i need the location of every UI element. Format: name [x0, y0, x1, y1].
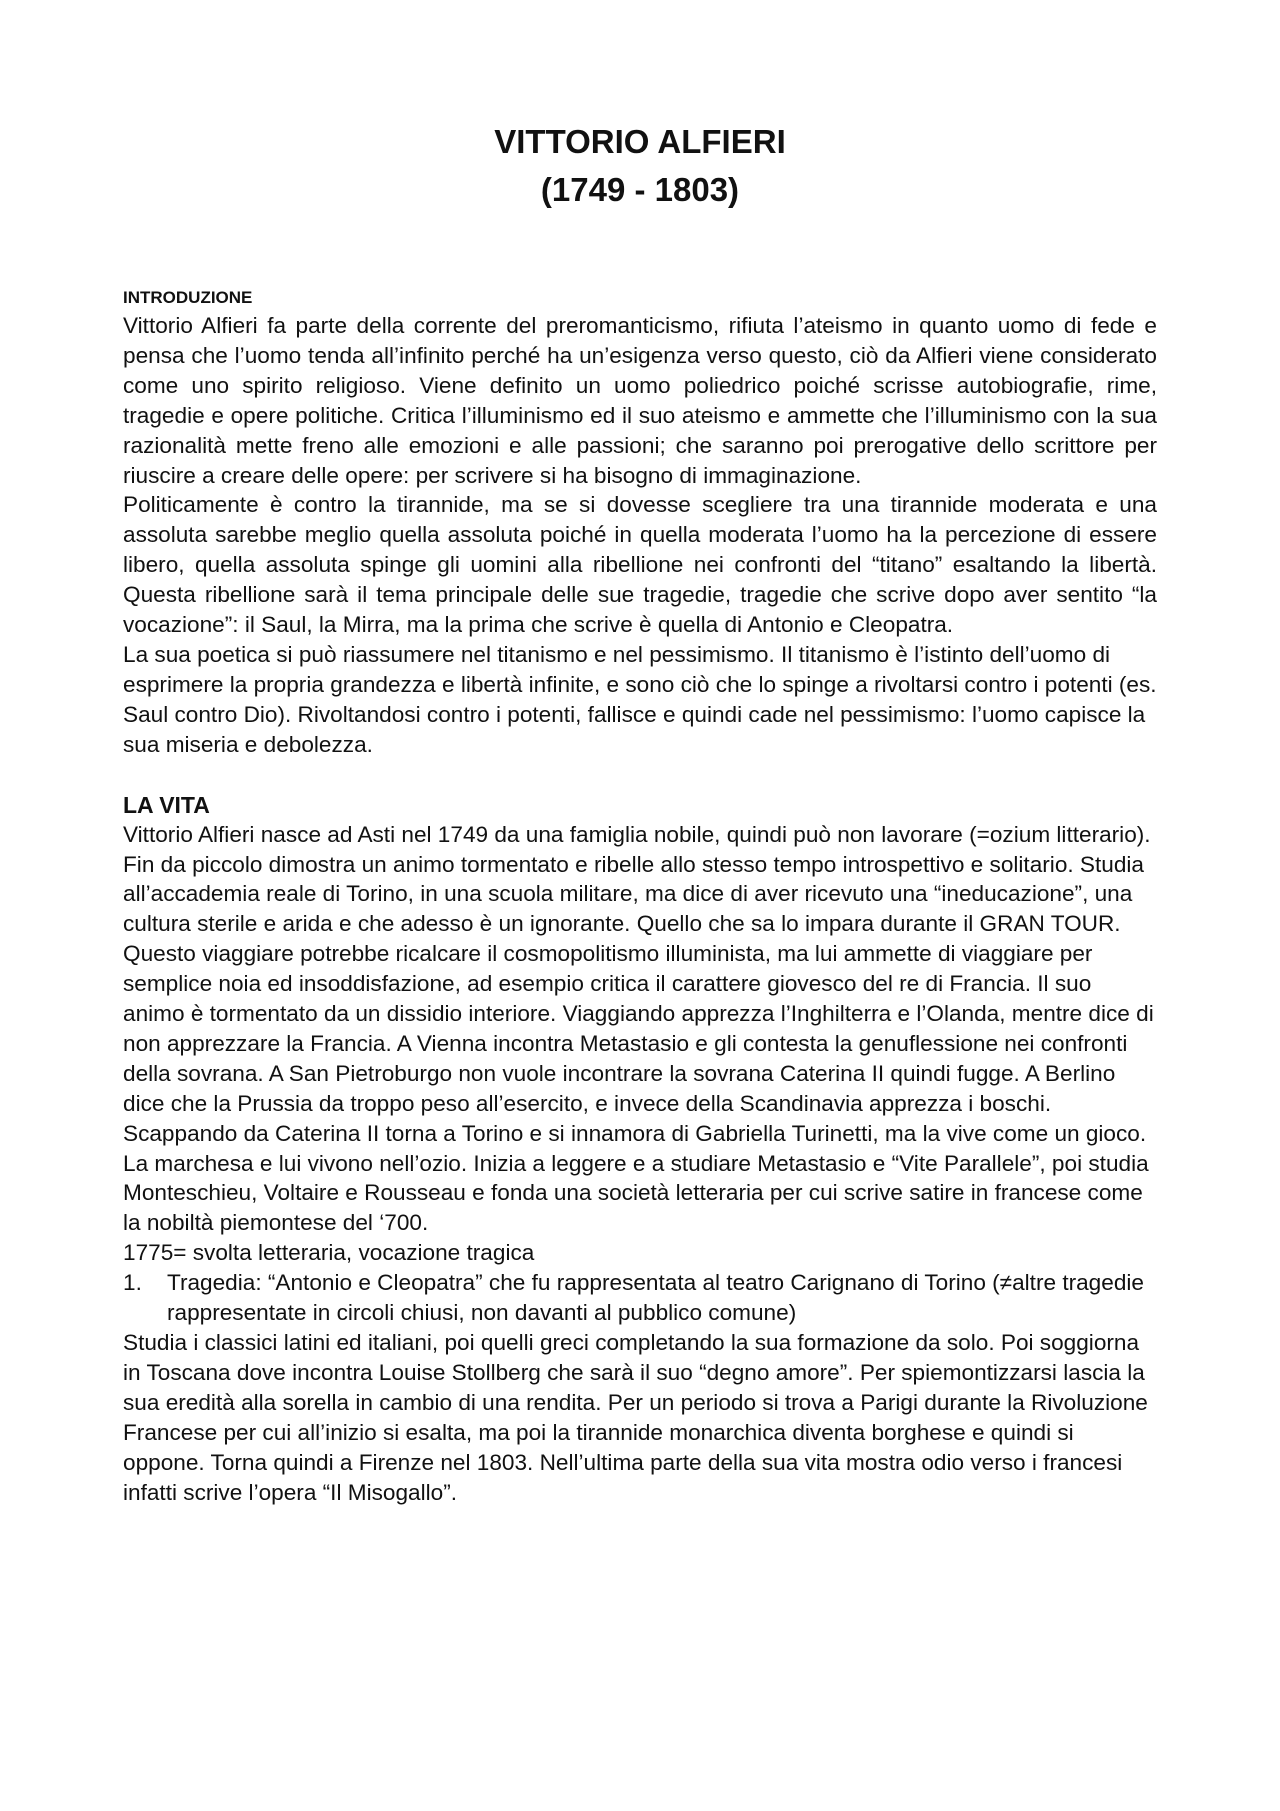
intro-paragraph-1: Vittorio Alfieri fa parte della corrente del preromanticismo, rifiuta l’ateismo in quanto uomo di fede e pensa che l’uomo tenda all’infinito perché ha un’esigenza verso questo, ciò da Alfieri viene considerato come uno spirito religioso. Viene definito un uomo poliedrico poiché scrisse autobiografie, rime, tragedie e opere politiche. Critica l’illuminismo ed il suo ateismo e ammette che l’illuminismo con la sua razionalità mette freno alle emozioni e alle passioni; che saranno poi prerogative dello scrittore per riuscire a creare delle opere: per scrivere si ha bisogno di immaginazione. — [123, 313, 1157, 488]
section-la-vita — [123, 790, 1157, 1508]
document-title — [123, 118, 1157, 214]
list-item-text: Tragedia: “Antonio e Cleopatra” che fu rappresentata al teatro Carignano di Torino (≠altre tragedie rappresentate in circoli chiusi, non davanti al pubblico comune) — [167, 1270, 1144, 1326]
title-dates: (1749 - 1803) — [540, 171, 740, 208]
section-heading-introduzione: INTRODUZIONE — [123, 288, 253, 307]
section-heading-la-vita: LA VITA — [123, 791, 210, 818]
vita-paragraph-2: Studia i classici latini ed italiani, poi quelli greci completando la sua formazione da solo. Poi soggiorna in Toscana dove incontra Louise Stollberg che sarà il suo “degno amore”. Per spiemontizzarsi lascia la sua eredità alla sorella in cambio di una rendita. Per un periodo si trova a Parigi durante la Rivoluzione Francese per cui all’inizio si esalta, ma poi la tirannide monarchica diventa borghese e quindi si oppone. Torna quindi a Firenze nel 1803. Nell’ultima parte della sua vita mostra odio verso i francesi infatti scrive l’opera “Il Misogallo”. — [123, 1330, 1148, 1505]
intro-paragraph-3: La sua poetica si può riassumere nel titanismo e nel pessimismo. Il titanismo è l’istinto dell’uomo di esprimere la propria grandezza e libertà infinite, e sono ciò che lo spinge a rivoltarsi contro i potenti (es. Saul contro Dio). Rivoltandosi contro i potenti, fallisce e quindi cade nel pessimismo: l’uomo capisce la sua miseria e debolezza. — [123, 641, 1157, 757]
title-name: VITTORIO ALFIERI — [494, 123, 786, 160]
intro-paragraph-2: Politicamente è contro la tirannide, ma se si dovesse scegliere tra una tirannide moderata e una assoluta sarebbe meglio quella assoluta poiché in quella moderata l’uomo ha la percezione di essere libero, quella assoluta spinge gli uomini alla ribellione nei confronti del “titano” esaltando la libertà. Questa ribellione sarà il tema principale delle sue tragedie, tragedie che scrive dopo aver sentito “la vocazione”: il Saul, la Mirra, ma la prima che scrive è quella di Antonio e Cleopatra. — [123, 492, 1157, 638]
section-introduzione — [123, 285, 1157, 760]
vita-paragraph-1: Vittorio Alfieri nasce ad Asti nel 1749 da una famiglia nobile, quindi può non lavorare (=ozium litterario). Fin da piccolo dimostra un animo tormentato e ribelle allo stesso tempo introspettivo e solitario. Studia all’accademia reale di Torino, in una scuola militare, ma dice di aver ricevuto una “ineducazione”, una cultura sterile e arida e che adesso è un ignorante. Quello che sa lo impara durante il GRAN TOUR. Questo viaggiare potrebbe ricalcare il cosmopolitismo illuminista, ma lui ammette di viaggiare per semplice noia ed insoddisfazione, ad esempio critica il carattere giovesco del re di Francia. Il suo animo è tormentato da un dissidio interiore. Viaggiando apprezza l’Inghilterra e l’Olanda, mentre dice di non apprezzare la Francia. A Vienna incontra Metastasio e gli contesta la genuflessione nei confronti della sovrana. A San Pietroburgo non vuole incontrare la sovrana Caterina II quindi fugge. A Berlino dice che la Prussia da troppo peso all’esercito, e invece della Scandinavia apprezza i boschi. Scappando da Caterina II torna a Torino e si innamora di Gabriella Turinetti, ma la vive come un gioco. La marchesa e lui vivono nell’ozio. Inizia a leggere e a studiare Metastasio e “Vite Parallele”, poi studia Monteschieu, Voltaire e Rousseau e fonda una società letteraria per cui scrive satire in francese come la nobiltà piemontese del ‘700. — [123, 821, 1154, 1236]
list-item-number: 1. — [123, 1270, 142, 1296]
numbered-list-item — [123, 1268, 1157, 1328]
vita-svolta-line: 1775= svolta letteraria, vocazione tragica — [123, 1240, 535, 1266]
